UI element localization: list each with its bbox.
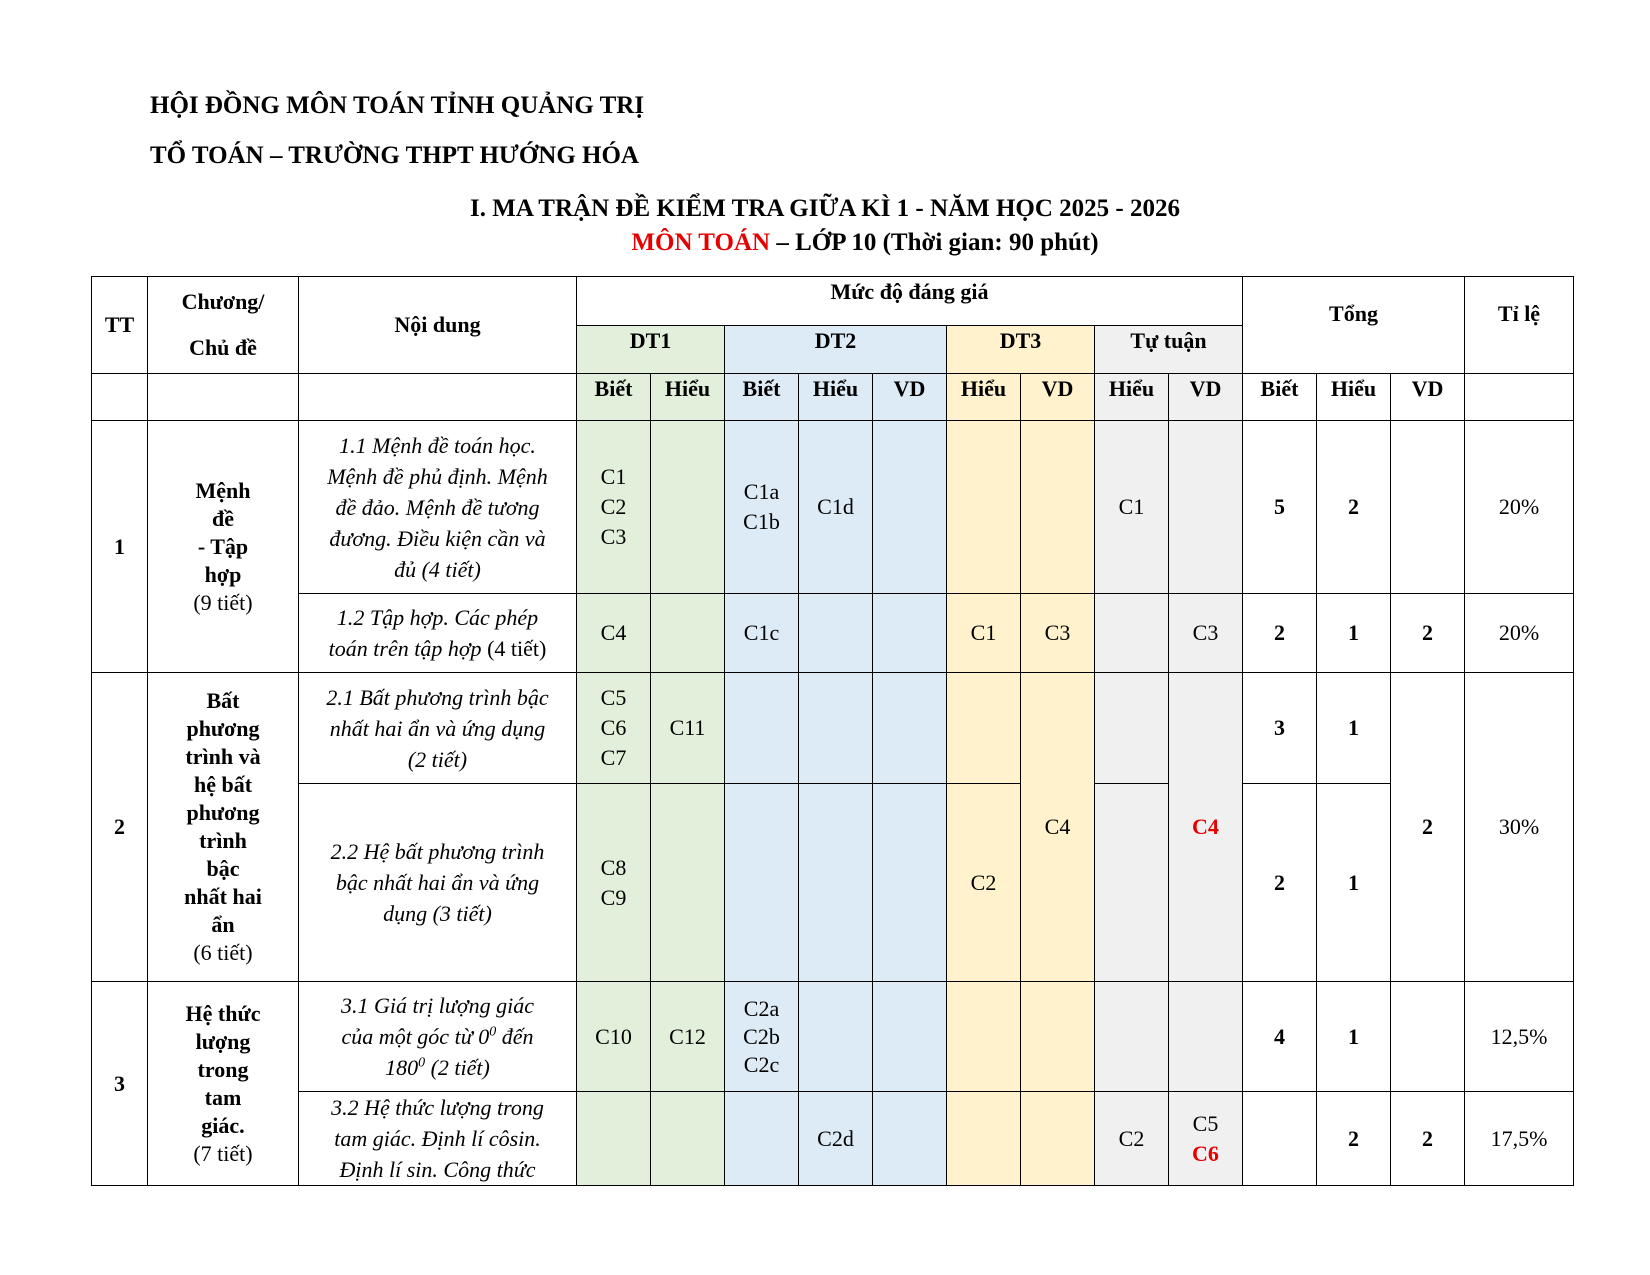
- document-title: I. MA TRẬN ĐỀ KIỂM TRA GIỮA KÌ 1 - NĂM HỌC 2025 - 2026: [470, 195, 1180, 222]
- total-hieu-cell: 2: [1317, 1092, 1391, 1186]
- chapter-line: phương: [186, 800, 260, 825]
- total-biet-cell: 4: [1243, 982, 1317, 1092]
- dt2-vd-cell: [873, 421, 947, 594]
- question-code: C2c: [743, 1051, 780, 1077]
- chapter-header-filler: [148, 374, 299, 421]
- ratio-cell: 12,5%: [1465, 982, 1574, 1092]
- chapter-header-line2: Chủ đề: [189, 335, 257, 360]
- subject-details: – LỚP 10 (Thời gian: 90 phút): [770, 229, 1099, 256]
- dt1-biet-header: Biết: [577, 374, 651, 421]
- subject-line: [0, 229, 1650, 257]
- question-code: C6: [600, 715, 627, 740]
- total-hieu-cell: 2: [1317, 421, 1391, 594]
- question-code: C9: [600, 884, 627, 910]
- dt1-hieu-cell: [651, 594, 725, 673]
- row-number: 1: [92, 421, 148, 673]
- dt1-hieu-cell: [651, 1092, 725, 1186]
- dt2-vd-cell: [873, 594, 947, 673]
- subject-name: MÔN TOÁN: [631, 229, 771, 256]
- total-biet-cell: [1243, 1092, 1317, 1186]
- tutuan-vd-cell: C3: [1169, 594, 1243, 673]
- level-header: Mức độ đáng giá: [577, 277, 1243, 326]
- ratio-cell: 17,5%: [1465, 1092, 1574, 1186]
- table-row: [92, 982, 1574, 1092]
- degree-superscript: 0: [489, 1024, 497, 1040]
- total-header: Tổng: [1243, 277, 1465, 374]
- content-line: đến: [496, 1024, 534, 1049]
- ratio-header: Tỉ lệ: [1465, 277, 1574, 374]
- content-line: Định lí sin. Công thức: [339, 1157, 536, 1182]
- exam-matrix-table: [91, 276, 1574, 1186]
- content-line: bậc nhất hai ẩn và ứng: [335, 870, 540, 895]
- dt3-vd-cell: C3: [1021, 594, 1095, 673]
- question-code: C6: [1192, 1140, 1219, 1166]
- chapter-line: lượng: [195, 1028, 251, 1054]
- dt2-biet-cell: [725, 421, 799, 594]
- header-school: TỔ TOÁN – TRƯỜNG THPT HƯỚNG HÓA: [150, 142, 639, 169]
- table-row: [92, 421, 1574, 594]
- content-line: của một góc từ 0: [341, 1024, 490, 1049]
- table-row: [92, 1092, 1574, 1186]
- tutuan-hieu-cell: C1: [1095, 421, 1169, 594]
- content-cell: [299, 982, 577, 1092]
- dt3-hieu-header: Hiểu: [947, 374, 1021, 421]
- question-code: C5: [600, 685, 627, 710]
- dt3-vd-cell: [1021, 1092, 1095, 1186]
- total-vd-header: VD: [1391, 374, 1465, 421]
- content-cell: [299, 421, 577, 594]
- dt2-hieu-cell: [799, 673, 873, 784]
- question-code: C1b: [743, 509, 780, 534]
- chapter-cell: [148, 673, 299, 982]
- ratio-cell: 30%: [1465, 673, 1574, 982]
- content-cell: [299, 594, 577, 673]
- dt1-biet-cell: [577, 421, 651, 594]
- dt3-vd-cell: [1021, 421, 1095, 594]
- content-cell: [299, 784, 577, 982]
- content-line: đủ (4 tiết): [394, 556, 481, 582]
- content-line: (2 tiết): [407, 746, 468, 772]
- total-vd-cell: [1391, 982, 1465, 1092]
- chapter-line: hợp: [204, 561, 242, 587]
- dt1-hieu-cell: C11: [651, 673, 725, 784]
- dt3-vd-cell: [1021, 982, 1095, 1092]
- dt2-hieu-header: Hiểu: [799, 374, 873, 421]
- dt1-header: DT1: [577, 326, 725, 374]
- content-line: dụng (3 tiết): [383, 901, 492, 926]
- content-line: Mệnh đề phủ định. Mệnh: [327, 463, 548, 489]
- question-code: C2b: [743, 1023, 780, 1049]
- chapter-line: giác.: [201, 1112, 245, 1138]
- question-code: C3: [600, 524, 627, 549]
- dt2-hieu-cell: [799, 784, 873, 982]
- ratio-cell: 20%: [1465, 421, 1574, 594]
- ratio-header-filler: [1465, 374, 1574, 421]
- content-line: (2 tiết): [425, 1055, 490, 1080]
- header-council: HỘI ĐỒNG MÔN TOÁN TỈNH QUẢNG TRỊ: [150, 92, 645, 119]
- chapter-line: tam: [204, 1084, 242, 1110]
- total-vd-cell: [1391, 421, 1465, 594]
- table-row: [92, 784, 1574, 982]
- dt2-hieu-cell: [799, 982, 873, 1092]
- dt1-hieu-cell: [651, 421, 725, 594]
- content-line: 180: [385, 1055, 419, 1080]
- content-line: đề đảo. Mệnh đề tương: [335, 494, 540, 520]
- chapter-period: (6 tiết): [193, 940, 253, 965]
- table-row: [92, 594, 1574, 673]
- chapter-cell: [148, 982, 299, 1186]
- dt2-vd-header: VD: [873, 374, 947, 421]
- question-code: C2: [600, 494, 627, 519]
- col-content-header: Nội dung: [299, 277, 577, 374]
- total-hieu-cell: 1: [1317, 784, 1391, 982]
- total-hieu-cell: 1: [1317, 594, 1391, 673]
- dt1-hieu-header: Hiểu: [651, 374, 725, 421]
- chapter-line: ẩn: [211, 912, 235, 937]
- table-row: [92, 673, 1574, 784]
- content-line: 1.1 Mệnh đề toán học.: [339, 432, 536, 458]
- dt2-biet-cell: [725, 1092, 799, 1186]
- chapter-period: (7 tiết): [193, 1140, 253, 1166]
- tutuan-hieu-header: Hiểu: [1095, 374, 1169, 421]
- total-vd-cell: 2: [1391, 1092, 1465, 1186]
- content-line: toán trên tập hợp: [328, 636, 482, 661]
- dt2-biet-cell: C1c: [725, 594, 799, 673]
- dt1-biet-cell: [577, 673, 651, 784]
- dt3-hieu-cell: [947, 421, 1021, 594]
- chapter-line: trong: [197, 1056, 249, 1082]
- tutuan-vd-cell: [1169, 982, 1243, 1092]
- dt2-biet-cell: [725, 784, 799, 982]
- dt1-hieu-cell: [651, 784, 725, 982]
- tutuan-vd-header: VD: [1169, 374, 1243, 421]
- chapter-header-line1: Chương/: [181, 289, 265, 314]
- question-code: C7: [600, 745, 627, 770]
- content-line: nhất hai ẩn và ứng dụng: [329, 715, 546, 741]
- row-number: 2: [92, 673, 148, 982]
- content-cell: [299, 1092, 577, 1186]
- total-hieu-header: Hiểu: [1317, 374, 1391, 421]
- chapter-line: phương: [186, 716, 260, 741]
- tutuan-hieu-cell: [1095, 784, 1169, 982]
- chapter-line: trình và: [185, 744, 261, 769]
- chapter-line: bậc: [206, 856, 240, 881]
- dt1-biet-cell: C10: [577, 982, 651, 1092]
- chapter-line: - Tập: [197, 533, 249, 559]
- total-biet-header: Biết: [1243, 374, 1317, 421]
- dt3-header: DT3: [947, 326, 1095, 374]
- dt3-hieu-cell: [947, 1092, 1021, 1186]
- chapter-line: trình: [199, 828, 247, 853]
- col-tt-header: TT: [92, 277, 148, 374]
- chapter-period: (9 tiết): [193, 589, 253, 615]
- degree-superscript: 0: [418, 1055, 426, 1071]
- total-biet-cell: 2: [1243, 594, 1317, 673]
- dt3-vd-cell: C4: [1021, 673, 1095, 982]
- total-vd-cell: 2: [1391, 594, 1465, 673]
- dt3-hieu-cell: [947, 673, 1021, 784]
- col-chapter-header: [148, 277, 299, 374]
- content-line: đương. Điều kiện cần và: [329, 525, 546, 551]
- total-biet-cell: 5: [1243, 421, 1317, 594]
- question-code: C1a: [743, 479, 780, 504]
- dt1-biet-cell: C4: [577, 594, 651, 673]
- tutuan-hieu-cell: [1095, 673, 1169, 784]
- content-line: 2.2 Hệ bất phương trình: [330, 839, 545, 864]
- content-header-filler: [299, 374, 577, 421]
- dt3-hieu-cell: C1: [947, 594, 1021, 673]
- dt2-header: DT2: [725, 326, 947, 374]
- dt2-vd-cell: [873, 784, 947, 982]
- dt2-biet-cell: [725, 673, 799, 784]
- tt-header-filler: [92, 374, 148, 421]
- ratio-cell: 20%: [1465, 594, 1574, 673]
- dt3-hieu-cell: [947, 982, 1021, 1092]
- tutuan-vd-cell: C4: [1169, 673, 1243, 982]
- content-line: (4 tiết): [481, 636, 547, 661]
- tutuan-hieu-cell: [1095, 594, 1169, 673]
- total-vd-cell: 2: [1391, 673, 1465, 982]
- dt2-vd-cell: [873, 1092, 947, 1186]
- content-cell: [299, 673, 577, 784]
- total-hieu-cell: 1: [1317, 673, 1391, 784]
- chapter-cell: [148, 421, 299, 673]
- chapter-line: Mệnh: [195, 477, 251, 503]
- dt2-biet-cell: [725, 982, 799, 1092]
- dt2-hieu-cell: C2d: [799, 1092, 873, 1186]
- tutuan-hieu-cell: C2: [1095, 1092, 1169, 1186]
- chapter-line: hệ bất: [193, 772, 253, 797]
- question-code: C5: [1192, 1110, 1219, 1136]
- chapter-line: nhất hai: [184, 884, 262, 909]
- total-biet-cell: 2: [1243, 784, 1317, 982]
- total-hieu-cell: 1: [1317, 982, 1391, 1092]
- tutuan-hieu-cell: [1095, 982, 1169, 1092]
- content-line: 2.1 Bất phương trình bậc: [326, 684, 549, 710]
- total-biet-cell: 3: [1243, 673, 1317, 784]
- content-line: 3.1 Giá trị lượng giác: [340, 993, 534, 1018]
- dt2-biet-header: Biết: [725, 374, 799, 421]
- chapter-line: Bất: [206, 688, 240, 713]
- dt3-hieu-cell: C2: [947, 784, 1021, 982]
- dt2-vd-cell: [873, 673, 947, 784]
- content-line: 1.2 Tập hợp. Các phép: [336, 605, 539, 630]
- dt3-vd-header: VD: [1021, 374, 1095, 421]
- content-line: 3.2 Hệ thức lượng trong: [331, 1095, 544, 1120]
- dt2-hieu-cell: C1d: [799, 421, 873, 594]
- dt2-hieu-cell: [799, 594, 873, 673]
- question-code: C2a: [743, 995, 780, 1021]
- chapter-line: đề: [212, 505, 234, 531]
- content-line: tam giác. Định lí côsin.: [334, 1126, 541, 1151]
- dt1-biet-cell: [577, 784, 651, 982]
- tutuan-header: Tự tuận: [1095, 326, 1243, 374]
- chapter-line: Hệ thức: [185, 1000, 261, 1026]
- header-row-1: [92, 277, 1574, 326]
- tutuan-vd-cell: [1169, 1092, 1243, 1186]
- dt2-vd-cell: [873, 982, 947, 1092]
- header-row-3: [92, 374, 1574, 421]
- row-number: 3: [92, 982, 148, 1186]
- tutuan-vd-cell: [1169, 421, 1243, 594]
- question-code: C1: [600, 464, 627, 489]
- dt1-biet-cell: [577, 1092, 651, 1186]
- question-code: C8: [600, 854, 627, 880]
- dt1-hieu-cell: C12: [651, 982, 725, 1092]
